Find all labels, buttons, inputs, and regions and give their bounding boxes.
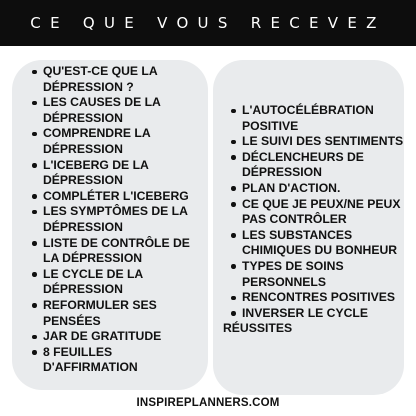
list-item-label: COMPLÉTER L'ICEBERG — [43, 188, 189, 203]
list-item — [242, 103, 404, 134]
list-item — [43, 204, 205, 235]
bullet-icon — [32, 194, 37, 199]
list-item-label: LES CAUSES DE LA DÉPRESSION — [43, 95, 161, 125]
header-title: CE QUE VOUS RECEVEZ — [30, 14, 386, 32]
bullet-icon — [231, 140, 236, 145]
left-content-list — [43, 64, 205, 376]
bullet-icon — [231, 155, 236, 160]
bullet-icon — [231, 311, 236, 316]
list-item — [242, 181, 404, 197]
bullet-icon — [32, 350, 37, 355]
list-item — [242, 306, 404, 322]
list-item — [43, 267, 205, 298]
bullet-icon — [231, 186, 236, 191]
list-item — [242, 259, 404, 290]
list-item — [43, 298, 205, 329]
bullet-icon — [231, 202, 236, 207]
list-item-label: L'AUTOCÉLÉBRATION POSITIVE — [242, 103, 374, 133]
list-item — [242, 290, 404, 306]
bullet-icon — [231, 109, 236, 114]
list-item — [43, 126, 205, 157]
list-item — [43, 345, 205, 376]
list-item-continuation — [223, 321, 404, 337]
bullet-icon — [32, 272, 37, 277]
list-item-label: 8 FEUILLES D'AFFIRMATION — [43, 344, 138, 375]
bullet-icon — [32, 70, 37, 75]
bullet-icon — [231, 264, 236, 269]
list-item-label: LES SYMPTÔMES DE LA DÉPRESSION — [43, 204, 188, 234]
footer-url: INSPIREPLANNERS.COM — [136, 397, 280, 409]
list-item — [242, 150, 404, 181]
bullet-icon — [32, 210, 37, 215]
bullet-icon — [231, 296, 236, 301]
list-item-label: DÉCLENCHEURS DE DÉPRESSION — [242, 149, 364, 180]
list-item-label: LE CYCLE DE LA DÉPRESSION — [43, 266, 143, 297]
list-item-label: RENCONTRES POSITIVES — [242, 290, 396, 305]
list-item — [43, 95, 205, 126]
list-item-label: RÉUSSITES — [223, 321, 293, 336]
list-item — [43, 189, 205, 205]
list-item-label: INVERSER LE CYCLE — [242, 305, 368, 320]
list-item-label: PLAN D'ACTION. — [242, 180, 341, 195]
bullet-icon — [231, 233, 236, 238]
list-item — [242, 197, 404, 228]
list-item-label: CE QUE JE PEUX/NE PEUX PAS CONTRÔLER — [242, 196, 401, 227]
list-item-label: JAR DE GRATITUDE — [43, 329, 162, 344]
bullet-icon — [32, 303, 37, 308]
list-item-label: LISTE DE CONTRÔLE DE LA DÉPRESSION — [43, 235, 190, 266]
list-item — [43, 329, 205, 345]
list-item-label: REFORMULER SES PENSÉES — [43, 297, 157, 328]
list-item-label: TYPES DE SOINS PERSONNELS — [242, 258, 344, 289]
list-item — [43, 236, 205, 267]
list-item-label: LE SUIVI DES SENTIMENTS — [242, 134, 404, 149]
list-item — [43, 64, 205, 95]
list-item-label: L'ICEBERG DE LA DÉPRESSION — [43, 157, 149, 188]
list-item — [242, 228, 404, 259]
right-content-list — [223, 103, 404, 337]
list-item — [242, 134, 404, 150]
bullet-icon — [32, 163, 37, 168]
list-item-label: COMPRENDRE LA DÉPRESSION — [43, 126, 151, 156]
list-item — [43, 158, 205, 189]
list-item-label: LES SUBSTANCES CHIMIQUES DU BONHEUR — [242, 227, 398, 258]
bullet-icon — [32, 335, 37, 340]
bullet-icon — [32, 101, 37, 106]
list-item-label: QU'EST-CE QUE LA DÉPRESSION ? — [43, 64, 158, 94]
bullet-icon — [32, 241, 37, 246]
bullet-icon — [32, 132, 37, 137]
